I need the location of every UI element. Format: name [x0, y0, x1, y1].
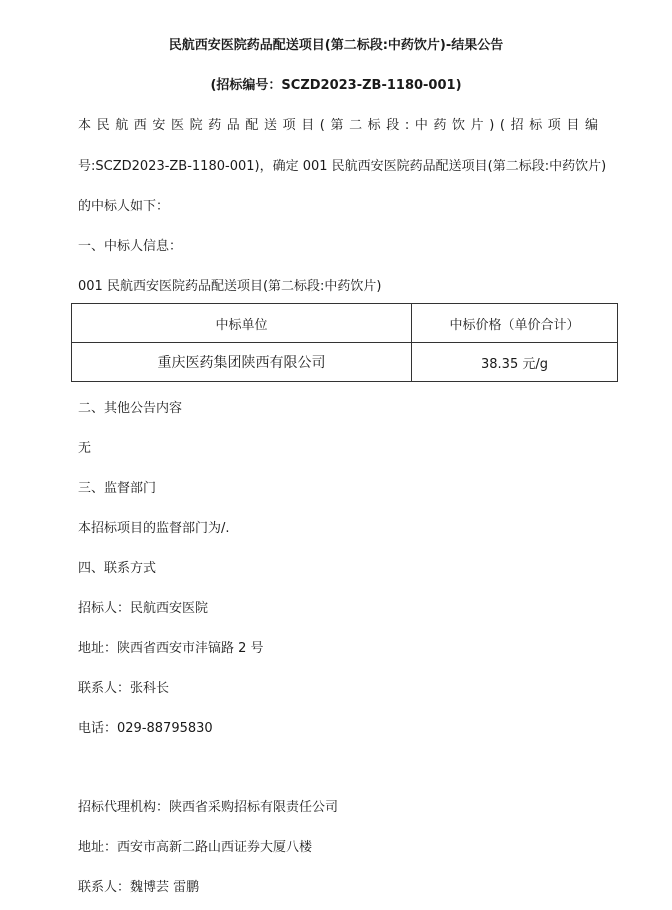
contact-address: 地址：陕西省西安市沣镐路 2 号: [78, 641, 264, 656]
header-price: 中标价格（单价合计）: [412, 304, 618, 343]
contact-tenderer: 招标人：民航西安医院: [78, 601, 209, 616]
section-4-heading: 四、联系方式: [78, 561, 157, 576]
award-table: [71, 303, 618, 382]
table-header-row: [72, 304, 618, 343]
section-2-body: 无: [78, 441, 92, 456]
agency-person: 联系人：魏博芸 雷鹏: [78, 880, 200, 895]
section-3-heading: 三、监督部门: [78, 481, 157, 496]
header-winner: 中标单位: [72, 304, 412, 343]
section-3-body: 本招标项目的监督部门为/.: [78, 521, 230, 536]
lot-line: 001 民航西安医院药品配送项目(第二标段:中药饮片): [78, 279, 382, 294]
agency-address: 地址：西安市高新二路山西证券大厦八楼: [78, 840, 313, 855]
section-2-heading: 二、其他公告内容: [78, 401, 183, 416]
agency-name: 招标代理机构：陕西省采购招标有限责任公司: [78, 800, 339, 815]
tender-number: (招标编号：SCZD2023-ZB-1180-001): [210, 78, 462, 93]
table-row: [72, 343, 618, 382]
intro-line-2: 号:SCZD2023-ZB-1180-001)，确定 001 民航西安医院药品配送项目(第二标段:中药饮片): [78, 159, 607, 174]
section-1-heading: 一、中标人信息：: [78, 239, 183, 254]
intro-line-3: 的中标人如下：: [78, 199, 170, 214]
intro-line-1: 本民航西安医院药品配送项目(第二标段:中药饮片)(招标项目编: [78, 118, 604, 133]
cell-price: 38.35 元/g: [412, 343, 618, 382]
cell-winner: 重庆医药集团陕西有限公司: [72, 343, 412, 382]
contact-person: 联系人：张科长: [78, 681, 170, 696]
contact-phone: 电话：029-88795830: [78, 721, 213, 736]
document-title: 民航西安医院药品配送项目(第二标段:中药饮片)-结果公告: [168, 38, 504, 53]
